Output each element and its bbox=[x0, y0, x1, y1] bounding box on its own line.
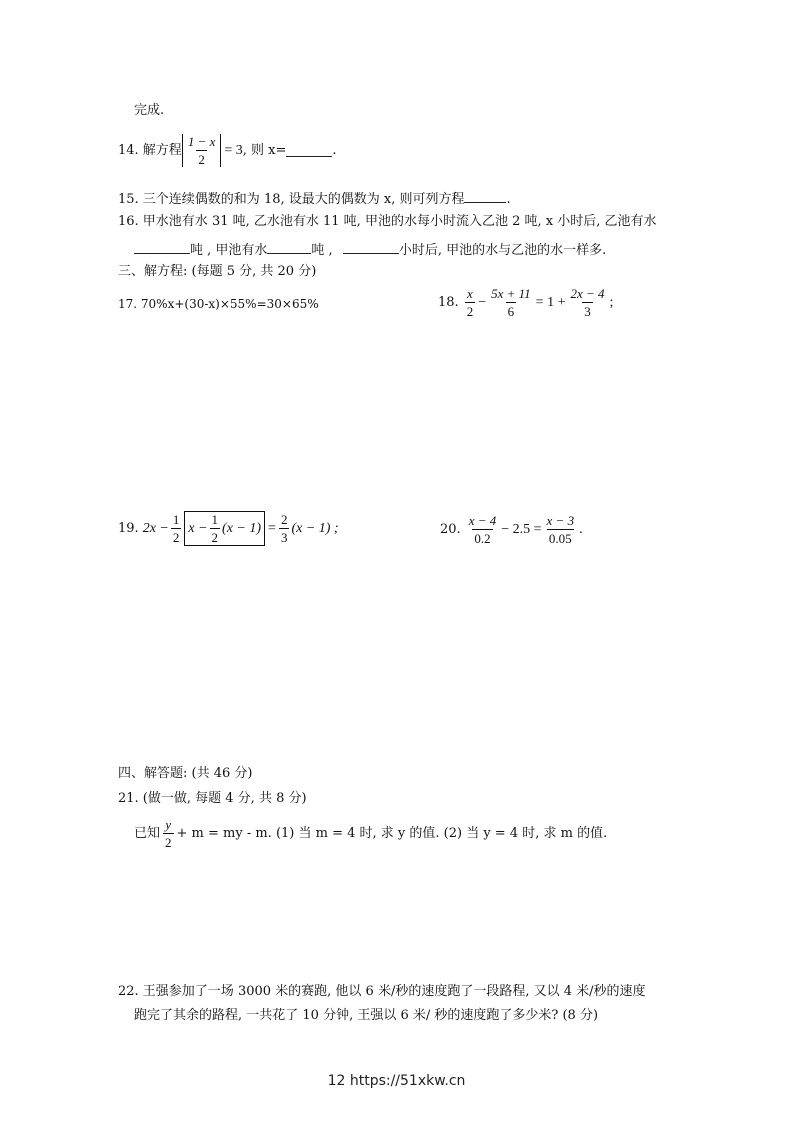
question-17: 17. 70%x+(30-x)×55%=30×65% bbox=[118, 297, 319, 311]
q15-end: . bbox=[506, 192, 511, 207]
q18-fraction-c bbox=[568, 287, 606, 318]
q19-end: (x − 1) ; bbox=[291, 520, 339, 536]
q20-a-denominator: 0.2 bbox=[474, 531, 491, 546]
section-4-heading: 四、解答题: (共 46 分) bbox=[118, 766, 253, 781]
q18-end: ; bbox=[609, 294, 614, 310]
q19-bracket bbox=[184, 511, 265, 546]
q20-a-numerator: x − 4 bbox=[468, 513, 497, 528]
q20-b-denominator: 0.05 bbox=[548, 531, 572, 546]
q20-label: 20. bbox=[440, 522, 461, 537]
q18-b-numerator: 5x + 11 bbox=[491, 286, 531, 301]
q20-middle: − 2.5 = bbox=[501, 521, 542, 537]
q15-answer-blank bbox=[464, 190, 506, 203]
q21-denominator: 2 bbox=[165, 835, 172, 850]
q16-blank-3 bbox=[343, 241, 399, 254]
q18-equals: = 1 + bbox=[535, 294, 566, 310]
q21-prefix: 已知 bbox=[134, 826, 161, 841]
q20-fraction-b bbox=[545, 514, 577, 545]
q18-c-denominator: 3 bbox=[584, 304, 591, 319]
q18-minus: − bbox=[478, 294, 487, 310]
q14-suffix: , 则 x= bbox=[242, 143, 287, 158]
q14-answer-blank bbox=[286, 144, 332, 157]
q14-numerator: 1 − x bbox=[187, 134, 216, 149]
question-19 bbox=[118, 511, 339, 546]
question-16-line2 bbox=[134, 241, 606, 257]
question-21-body bbox=[134, 818, 607, 849]
q20-fraction-a bbox=[467, 514, 499, 545]
q19-half-numerator: 1 bbox=[172, 512, 180, 527]
q16-text-b: 吨 , bbox=[311, 243, 333, 258]
question-14 bbox=[118, 134, 337, 167]
q14-absolute-value bbox=[182, 134, 222, 167]
q19-inner-a: x − bbox=[188, 520, 208, 536]
question-21-heading: 21. (做一做, 每题 4 分, 共 8 分) bbox=[118, 791, 307, 806]
q19-inner-b: (x − 1) bbox=[222, 520, 262, 536]
q18-c-numerator: 2x − 4 bbox=[570, 286, 605, 301]
q19-lead: 2x − bbox=[142, 520, 169, 536]
q16-blank-2 bbox=[267, 241, 311, 254]
q19-two-thirds-denominator: 3 bbox=[280, 530, 288, 545]
q21-text: + m = my - m. (1) 当 m = 4 时, 求 y 的值. (2) 当 y = 4 时, 求 m 的值. bbox=[176, 826, 608, 841]
q20-b-numerator: x − 3 bbox=[546, 513, 575, 528]
q16-text-a: 吨 , 甲池有水 bbox=[190, 243, 268, 258]
q18-fraction-b bbox=[489, 287, 533, 318]
q19-two-thirds bbox=[279, 513, 290, 544]
q14-prefix: 14. 解方程 bbox=[118, 143, 182, 158]
section-3-heading: 三、解方程: (每题 5 分, 共 20 分) bbox=[118, 264, 317, 279]
q19-label: 19. bbox=[118, 521, 139, 536]
q20-end: . bbox=[579, 521, 583, 537]
q19-inner-half-numerator: 1 bbox=[211, 512, 219, 527]
q14-rhs: = 3 bbox=[224, 142, 243, 158]
q19-two-thirds-numerator: 2 bbox=[280, 512, 288, 527]
q18-a-numerator: x bbox=[467, 286, 473, 301]
q14-denominator: 2 bbox=[198, 152, 205, 167]
question-18 bbox=[438, 287, 613, 318]
question-22-line1: 22. 王强参加了一场 3000 米的赛跑, 他以 6 米/秒的速度跑了一段路程, 又以 4 米/秒的速度 bbox=[118, 984, 646, 999]
q18-a-denominator: 2 bbox=[466, 304, 474, 319]
q16-text-c: 小时后, 甲池的水与乙池的水一样多. bbox=[398, 243, 607, 258]
q18-b-denominator: 6 bbox=[507, 304, 515, 319]
question-20 bbox=[440, 514, 583, 545]
q18-fraction-a bbox=[465, 287, 476, 318]
q19-inner-half-denominator: 2 bbox=[211, 530, 219, 545]
q19-equals: = bbox=[268, 520, 276, 536]
question-15 bbox=[118, 190, 511, 206]
q18-label: 18. bbox=[438, 295, 459, 310]
q21-numerator: y bbox=[165, 817, 172, 832]
question-22-line2: 跑完了其余的路程, 一共花了 10 分钟, 王强以 6 米/ 秒的速度跑了多少米? (8 分) bbox=[134, 1008, 599, 1023]
q19-half bbox=[171, 513, 182, 544]
continuation-text: 完成. bbox=[134, 103, 165, 118]
q14-fraction bbox=[186, 135, 218, 166]
q19-half-denominator: 2 bbox=[172, 530, 180, 545]
q15-text: 15. 三个连续偶数的和为 18, 设最大的偶数为 x, 则可列方程 bbox=[118, 192, 465, 207]
q19-inner-half bbox=[210, 513, 221, 544]
page-footer: 12 https://51xkw.cn bbox=[327, 1073, 466, 1089]
q16-blank-1 bbox=[134, 241, 190, 254]
q21-fraction bbox=[163, 818, 174, 849]
q14-end: . bbox=[332, 143, 337, 158]
question-16-line1: 16. 甲水池有水 31 吨, 乙水池有水 11 吨, 甲池的水每小时流入乙池 2 吨, x 小时后, 乙池有水 bbox=[118, 214, 657, 229]
